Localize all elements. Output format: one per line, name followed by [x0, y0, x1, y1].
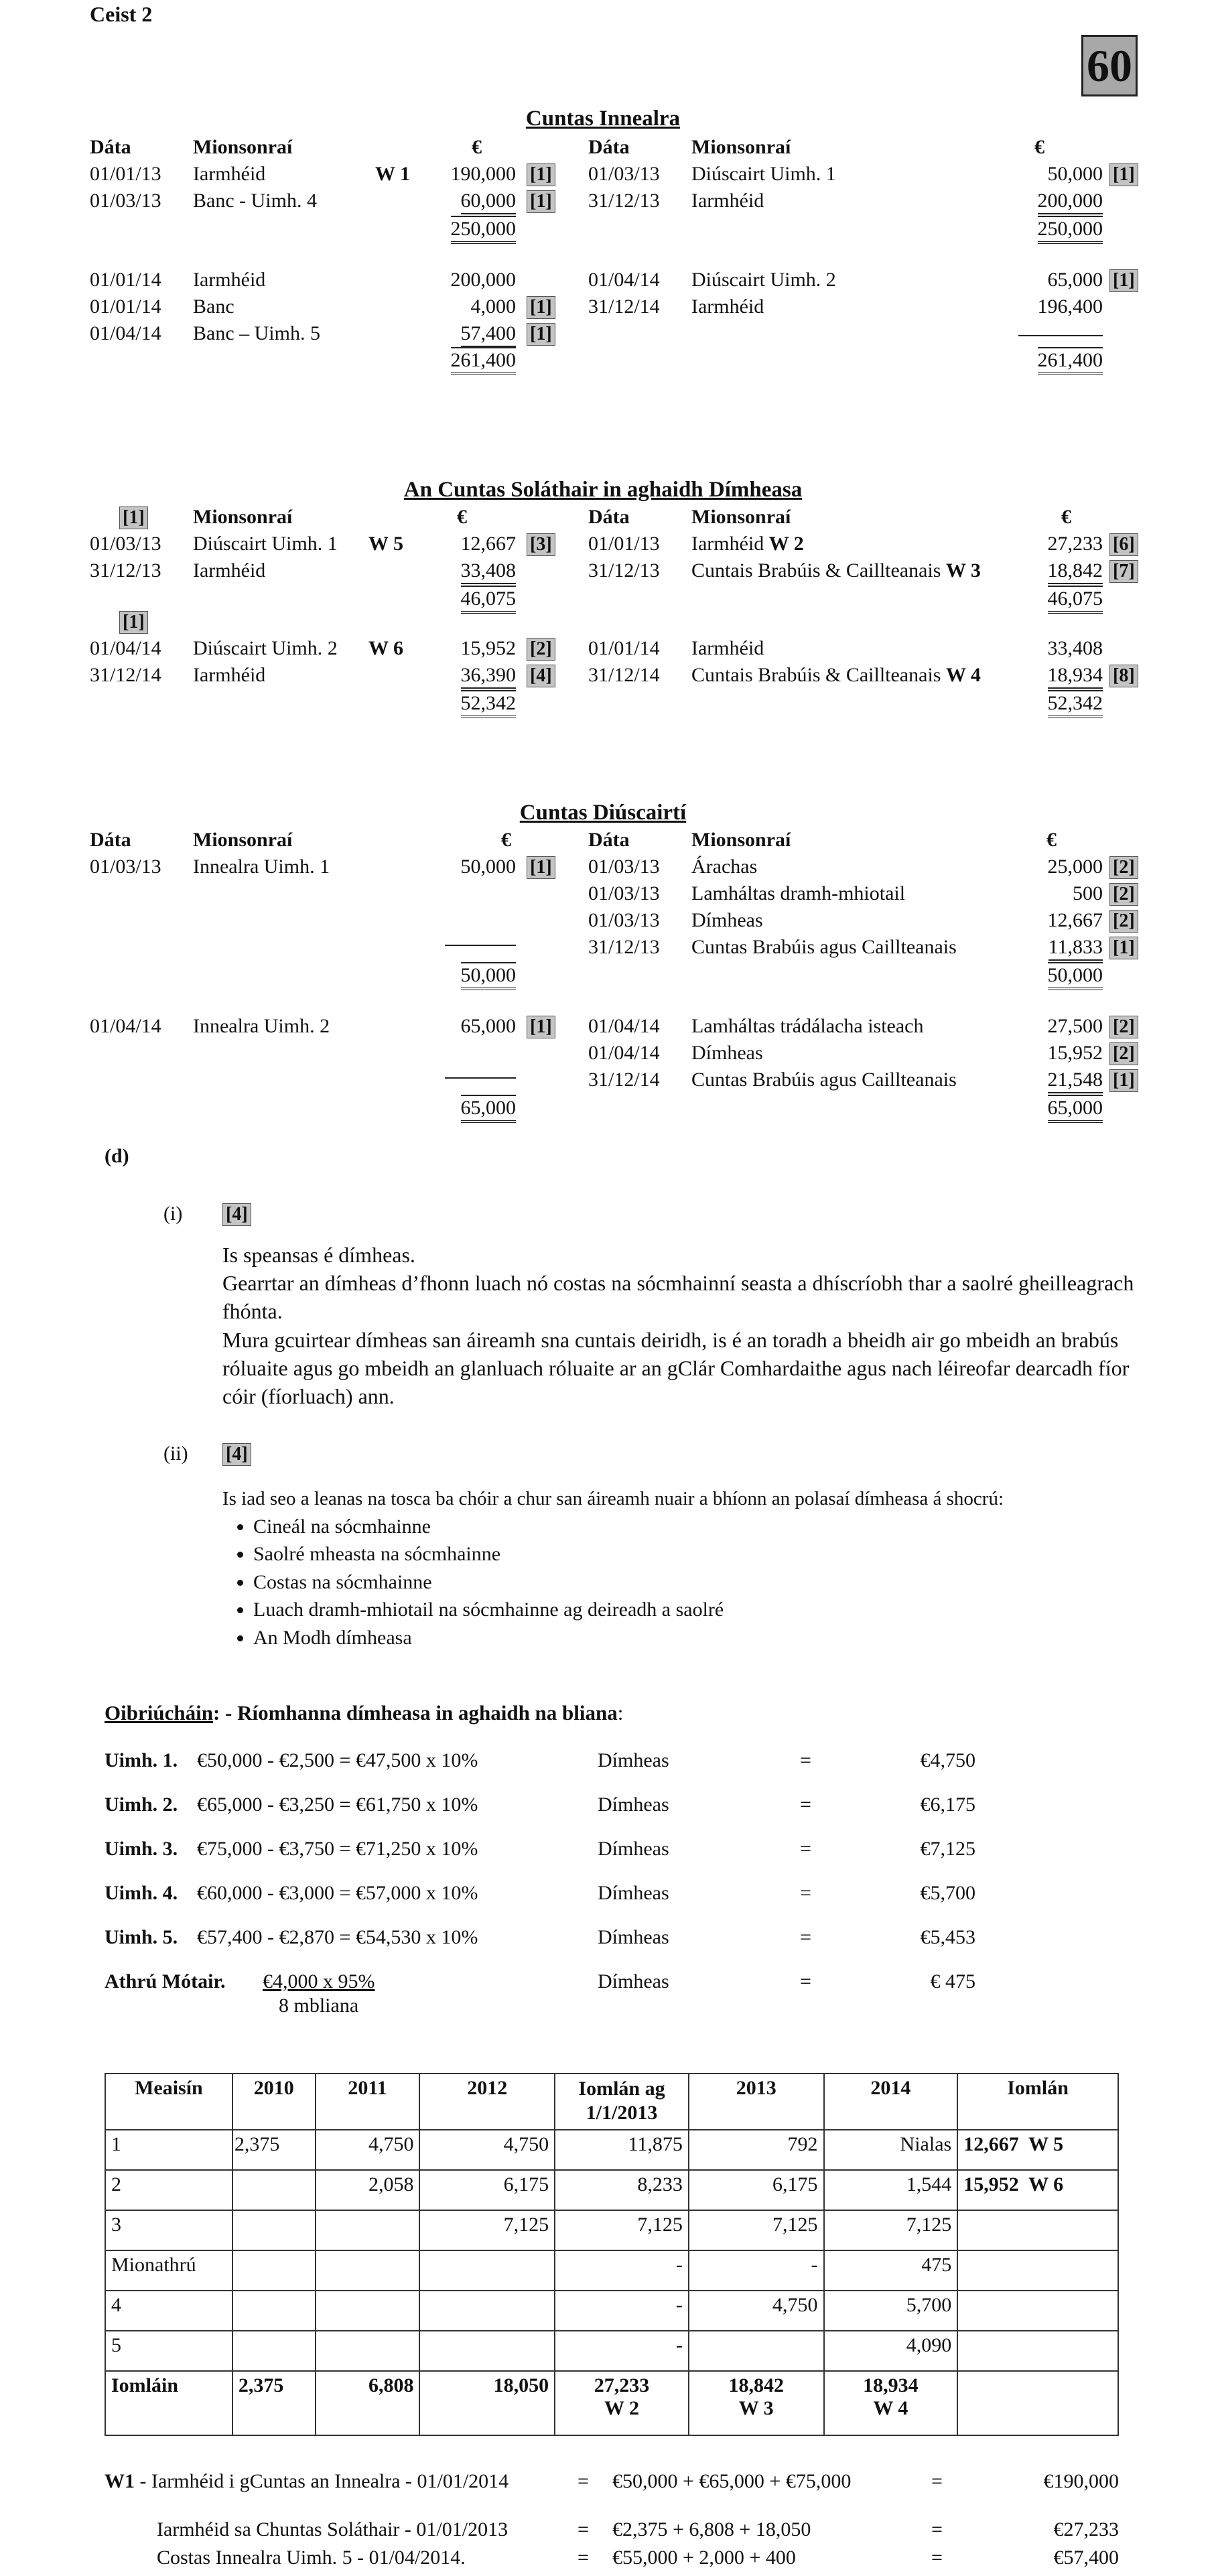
mark-badge: [4]: [527, 665, 555, 687]
working-label: Uimh. 1.: [105, 1749, 178, 1771]
motor-denominator: 8 mbliana: [279, 1994, 359, 2017]
mark-badge: [1]: [119, 611, 148, 634]
disposal-l1-date: 01/03/13: [90, 856, 161, 878]
provision-r3-details: Diúscairt Uimh. 2: [193, 637, 338, 659]
disposal-rr6-date: 01/04/14: [588, 1042, 660, 1064]
machinery-col-euro-2: €: [1034, 136, 1044, 158]
disposal-rr1-date: 01/03/13: [588, 856, 660, 878]
part-d-label: (d): [105, 1145, 129, 1167]
disposal-rr4-amount: 11,833: [1048, 935, 1103, 961]
provision-r4-working-ref-2: W 4: [945, 664, 981, 686]
working-calc: €75,000 - €3,750 = €71,250 x 10%: [197, 1838, 478, 1860]
workings-title: Oibriúcháin: [105, 1701, 213, 1724]
w1-value: €190,000: [1043, 2470, 1119, 2492]
w-line-2-text: Iarmhéid sa Chuntas Soláthair - 01/01/2013: [157, 2518, 509, 2540]
working-word: Dímheas: [598, 1882, 669, 1904]
machinery-r3-date: 01/01/14: [90, 269, 161, 291]
list-item: • An Modh dímheasa: [253, 1624, 724, 1651]
machinery-total-left: 250,000: [451, 216, 517, 244]
provision-r1-amount: 12,667: [460, 533, 516, 555]
disposal-rr4-date: 31/12/13: [588, 936, 660, 958]
table-header: 2011: [316, 2074, 420, 2130]
provision-r2-amount: 33,408: [461, 559, 517, 584]
motor-label: Athrú Mótair.: [105, 1970, 226, 1992]
part-d-i-p3: Mura gcuirtear dímheas san áireamh sna cuntais deiridh, is é an toradh a bheidh air go mbeidh an brabús róluaite agus go mbeidh an glanluach róluaite ar an gClár Comhardaithe agus nach léireofar dearcadh fíor cóir (fíorluach) ann.: [222, 1327, 1130, 1409]
disposal-col-euro: €: [501, 829, 511, 851]
table-cell: 12,667 W 5: [957, 2130, 1118, 2170]
disposal-title: Cuntas Diúscairtí: [519, 801, 687, 825]
table-cell: 2,375: [232, 2130, 316, 2170]
disposal-rr2-details: Lamháltas dramh-mhiotail: [691, 882, 906, 904]
working-word: Dímheas: [598, 1838, 669, 1860]
working-eq: =: [800, 1793, 811, 1816]
motor-value: € 475: [930, 1970, 975, 1992]
part-d-ii-label: (ii): [163, 1442, 188, 1465]
mark-badge: [2]: [1109, 1016, 1138, 1038]
machinery-r1-amount-2: 50,000: [1047, 163, 1103, 185]
table-cell: [957, 2331, 1118, 2371]
w1-eq2: =: [931, 2470, 943, 2492]
machinery-title: Cuntas Innealra: [525, 107, 681, 131]
disposal-col-date-2: Dáta: [588, 829, 630, 851]
w1-line: [105, 2469, 509, 2494]
disposal-rr3-details: Dímheas: [691, 909, 763, 931]
provision-r2-working-ref-2: W 3: [945, 559, 981, 582]
table-cell: -: [689, 2250, 824, 2291]
workings-subtitle: : - Ríomhanna dímheasa in aghaidh na bliana: [212, 1701, 618, 1724]
working-word: Dímheas: [598, 1749, 669, 1771]
table-cell: 4,750: [419, 2130, 555, 2170]
w-line-2-value: €27,233: [1053, 2518, 1119, 2540]
rule: [445, 945, 516, 946]
working-eq: =: [800, 1882, 811, 1904]
table-cell: 7,125: [689, 2210, 824, 2250]
table-cell: 2,375: [232, 2371, 316, 2435]
provision-r1-working-ref-2: W 2: [768, 533, 804, 555]
w-line-2-eq2: =: [931, 2518, 943, 2540]
w1-label: W1: [105, 2470, 135, 2492]
rule: [1018, 335, 1103, 336]
provision-r2-details-2-text: Cuntais Brabúis & Caillteanais: [691, 559, 941, 582]
score-box: 60: [1081, 35, 1138, 96]
provision-col-date: Dáta: [588, 506, 630, 528]
machinery-r1-details: Iarmhéid: [193, 163, 266, 185]
disposal-l1-details: Innealra Uimh. 1: [193, 856, 330, 878]
total-value: 18,934: [863, 2374, 919, 2396]
machinery-r1-amount: 190,000: [450, 163, 516, 185]
machinery-r4-date-2: 31/12/14: [588, 295, 660, 318]
table-cell: [232, 2291, 316, 2331]
working-word: Dímheas: [598, 1793, 669, 1816]
table-cell: [316, 2291, 420, 2331]
mark-badge: [1]: [1109, 269, 1138, 292]
machinery-r2-details: Banc - Uimh. 4: [193, 190, 317, 212]
w-line-3-text: Costas Innealra Uimh. 5 - 01/04/2014.: [157, 2547, 466, 2569]
provision-r3-details-2: Iarmhéid: [691, 637, 764, 659]
table-cell: [316, 2210, 420, 2250]
provision-r4-details-2-text: Cuntais Brabúis & Caillteanais: [691, 664, 941, 686]
table-cell: [419, 2331, 555, 2371]
provision-r4-date-2: 31/12/14: [588, 664, 660, 686]
w1-text: - Iarmhéid i gCuntas an Innealra - 01/01/2014: [135, 2470, 509, 2492]
working-calc: €57,400 - €2,870 = €54,530 x 10%: [197, 1926, 478, 1948]
table-cell: 1,544: [824, 2170, 958, 2210]
table-row: [105, 2210, 1118, 2250]
machinery-r2-date-2: 31/12/13: [588, 190, 660, 212]
mark-badge: [1]: [527, 1016, 555, 1038]
working-label: Uimh. 3.: [105, 1838, 178, 1860]
machinery-r1-date-2: 01/03/13: [588, 163, 660, 185]
table-cell: -: [555, 2250, 689, 2291]
disposal-rr7-date: 31/12/14: [588, 1069, 660, 1091]
mark-badge: [4]: [222, 1443, 251, 1466]
disposal-rr3-date: 01/03/13: [588, 909, 660, 931]
total-working-ref: W 3: [738, 2397, 774, 2419]
table-cell: -: [555, 2291, 689, 2331]
table-header-row: [105, 2074, 1118, 2130]
provision-r4-amount-2: 18,934: [1048, 663, 1103, 689]
machinery-total-right: 250,000: [1038, 216, 1103, 244]
mark-badge: [2]: [527, 638, 555, 661]
working-eq: =: [800, 1749, 811, 1771]
provision-total-left: 46,075: [461, 586, 517, 614]
table-cell: 11,875: [555, 2130, 689, 2170]
disposal-total-right: 50,000: [1048, 962, 1103, 990]
table-cell: 4,090: [824, 2331, 958, 2371]
working-value: €4,750: [920, 1749, 975, 1771]
disposal-total-left-2: 65,000: [461, 1095, 517, 1123]
rule: [445, 1077, 516, 1079]
table-totals-row: [105, 2371, 1118, 2435]
w1-eq: =: [578, 2470, 589, 2492]
disposal-rr1-amount: 25,000: [1047, 856, 1103, 878]
depreciation-table: [105, 2073, 1119, 2436]
mark-badge: [1]: [1109, 1069, 1138, 1092]
mark-badge: [6]: [1109, 533, 1138, 556]
table-cell: 792: [689, 2130, 824, 2170]
part-d-i-answer: [222, 1241, 1140, 1410]
part-d-i-label: (i): [163, 1203, 183, 1225]
table-cell: Nialas: [824, 2130, 958, 2170]
w-line-3-eq: =: [578, 2547, 589, 2569]
table-cell: 7,125: [555, 2210, 689, 2250]
provision-r3-amount-2: 33,408: [1047, 637, 1103, 659]
disposal-rr6-details: Dímheas: [691, 1042, 763, 1064]
provision-title: An Cuntas Soláthair in aghaidh Dímheasa: [403, 478, 803, 502]
list-item: • Luach dramh-mhiotail na sócmhainne ag deireadh a saolré: [253, 1596, 724, 1623]
working-label: Uimh. 5.: [105, 1926, 178, 1948]
table-cell: -: [555, 2331, 689, 2371]
machinery-col-details-2: Mionsonraí: [691, 136, 791, 158]
machinery-r3-details-2: Diúscairt Uimh. 2: [691, 269, 836, 291]
table-cell: [232, 2250, 316, 2291]
table-cell: 6,808: [316, 2371, 420, 2435]
disposal-rr7-amount: 21,548: [1048, 1068, 1103, 1093]
machinery-r2-date: 01/03/13: [90, 190, 161, 212]
table-cell: 2: [105, 2170, 232, 2210]
total-working-ref: W 4: [873, 2397, 908, 2419]
provision-r2-date-2: 31/12/13: [588, 559, 660, 582]
motor-eq: =: [800, 1970, 811, 1992]
table-cell: [316, 2250, 420, 2291]
table-header: Meaisín: [105, 2074, 232, 2130]
table-header: Iomlán ag 1/1/2013: [555, 2074, 689, 2130]
w-line-3-value: €57,400: [1053, 2547, 1119, 2569]
mark-badge: [2]: [1109, 883, 1138, 906]
disposal-l2-details: Innealra Uimh. 2: [193, 1015, 330, 1037]
machinery-col-date: Dáta: [90, 136, 131, 158]
working-value: €7,125: [920, 1838, 975, 1860]
part-d-i-p2: Gearrtar an dímheas d’fhonn luach nó costas na sócmhainní seasta a dhíscríobh thar a saolré gheilleagrach fhónta.: [222, 1271, 1134, 1324]
machinery-r2-amount: 60,000: [461, 189, 517, 214]
mark-badge: [7]: [1109, 560, 1138, 583]
table-header: Iomlán: [957, 2074, 1118, 2130]
disposal-rr5-amount: 27,500: [1047, 1015, 1103, 1037]
disposal-col-details-2: Mionsonraí: [691, 829, 791, 851]
provision-r3-amount: 15,952: [460, 637, 516, 659]
machinery-r3-date-2: 01/04/14: [588, 269, 660, 291]
provision-r1-working-ref: W 5: [368, 533, 403, 555]
w-line-3-calc: €55,000 + 2,000 + 400: [612, 2547, 796, 2569]
table-cell: 4,750: [316, 2130, 420, 2170]
mark-badge: [1]: [1109, 937, 1138, 959]
mark-badge: [1]: [527, 190, 555, 213]
w1-calc: €50,000 + €65,000 + €75,000: [612, 2470, 852, 2492]
table-cell: [232, 2331, 316, 2371]
table-cell: 2,058: [316, 2170, 420, 2210]
table-cell: 7,125: [824, 2210, 958, 2250]
mark-badge: [1]: [527, 296, 555, 319]
table-cell: [232, 2170, 316, 2210]
mark-badge: [1]: [527, 323, 555, 346]
provision-r3-date: 01/04/14: [90, 637, 161, 659]
table-row: [105, 2130, 1118, 2170]
table-cell: 15,952 W 6: [957, 2170, 1118, 2210]
machinery-r4-date: 01/01/14: [90, 295, 161, 318]
motor-numerator: €4,000 x 95%: [263, 1970, 375, 1992]
provision-col-details-2: Mionsonraí: [691, 506, 791, 528]
disposal-rr7-details: Cuntas Brabúis agus Caillteanais: [691, 1069, 957, 1091]
factor-list: [222, 1513, 724, 1651]
provision-r2-date: 31/12/13: [90, 559, 161, 582]
w-line-2-calc: €2,375 + 6,808 + 18,050: [612, 2518, 811, 2540]
workings-colon: :: [617, 1701, 624, 1724]
table-cell: 3: [105, 2210, 232, 2250]
machinery-r1-date: 01/01/13: [90, 163, 161, 185]
provision-total-right: 46,075: [1048, 586, 1103, 614]
working-label: Uimh. 2.: [105, 1793, 178, 1816]
table-cell: [419, 2291, 555, 2331]
working-word: Dímheas: [598, 1926, 669, 1948]
machinery-col-euro: €: [472, 136, 482, 158]
machinery-r1-details-2: Diúscairt Uimh. 1: [691, 163, 836, 185]
machinery-total-left-2: 261,400: [451, 347, 517, 375]
working-calc: €50,000 - €2,500 = €47,500 x 10%: [197, 1749, 478, 1771]
machinery-r5-details: Banc – Uimh. 5: [193, 322, 320, 344]
machinery-r5-amount: 57,400: [461, 322, 517, 347]
total-working-ref: W 2: [604, 2397, 639, 2419]
provision-r3-working-ref: W 6: [368, 637, 403, 659]
table-cell: 5,700: [824, 2291, 958, 2331]
provision-r1-date-2: 01/01/13: [588, 533, 660, 555]
part-d-ii-intro: Is iad seo a leanas na tosca ba chóir a chur san áireamh nuair a bhíonn an polasaí dímheasa á shocrú:: [222, 1488, 1004, 1509]
table-cell: 7,125: [419, 2210, 555, 2250]
table-cell: [419, 2250, 555, 2291]
motor-word: Dímheas: [598, 1970, 669, 1992]
table-cell: 1: [105, 2130, 232, 2170]
workings-heading: [105, 1700, 623, 1725]
machinery-r2-details-2: Iarmhéid: [691, 190, 764, 212]
working-calc: €65,000 - €3,250 = €61,750 x 10%: [197, 1793, 478, 1816]
table-cell: 6,175: [689, 2170, 824, 2210]
table-row: [105, 2250, 1118, 2291]
disposal-l2-date: 01/04/14: [90, 1015, 161, 1037]
machinery-r4-amount-2: 196,400: [1037, 295, 1103, 318]
table-cell: Iomláin: [105, 2371, 232, 2435]
machinery-r4-details: Banc: [193, 295, 234, 318]
provision-col-details: Mionsonraí: [193, 506, 293, 528]
provision-total-left-2: 52,342: [461, 690, 517, 718]
table-cell: [824, 2371, 958, 2435]
mark-badge: [2]: [1109, 1042, 1138, 1065]
provision-r1-amount-2: 27,233: [1047, 533, 1103, 555]
disposal-rr5-date: 01/04/14: [588, 1015, 660, 1037]
disposal-total-right-2: 65,000: [1048, 1095, 1103, 1123]
table-cell: [957, 2250, 1118, 2291]
provision-r4-details-2: [691, 663, 981, 687]
table-cell: Mionathrú: [105, 2250, 232, 2291]
table-cell: [316, 2331, 420, 2371]
table-cell: [957, 2291, 1118, 2331]
provision-r2-amount-2: 18,842: [1048, 559, 1103, 584]
mark-badge: [8]: [1109, 665, 1138, 687]
table-cell: 18,050: [419, 2371, 555, 2435]
mark-badge: [4]: [222, 1203, 251, 1226]
provision-r2-details-2: [691, 559, 981, 583]
table-row: [105, 2331, 1118, 2371]
mark-badge: [1]: [527, 163, 555, 186]
part-d-i-p1: Is speansas é dímheas.: [222, 1243, 415, 1267]
provision-r1-details: Diúscairt Uimh. 1: [193, 533, 338, 555]
machinery-r3-amount-2: 65,000: [1047, 269, 1103, 291]
disposal-rr1-details: Árachas: [691, 856, 758, 878]
table-cell: [689, 2331, 824, 2371]
table-cell: 5: [105, 2331, 232, 2371]
disposal-rr2-date: 01/03/13: [588, 882, 660, 904]
table-row: [105, 2291, 1118, 2331]
provision-col-euro-2: €: [1061, 506, 1071, 528]
provision-total-right-2: 52,342: [1048, 690, 1103, 718]
list-item: • Cineál na sócmhainne: [253, 1513, 724, 1540]
w-line-3-eq2: =: [931, 2547, 943, 2569]
provision-r1-details-2: [691, 532, 804, 556]
disposal-rr4-details: Cuntas Brabúis agus Caillteanais: [691, 936, 957, 958]
table-header: 2012: [419, 2074, 555, 2130]
machinery-col-details: Mionsonraí: [193, 136, 293, 158]
table-cell: [957, 2210, 1118, 2250]
disposal-col-date: Dáta: [90, 829, 131, 851]
disposal-l2-amount: 65,000: [460, 1015, 516, 1037]
machinery-r3-details: Iarmhéid: [193, 269, 266, 291]
w-line-2-eq: =: [578, 2518, 589, 2540]
list-item: • Saolré mheasta na sócmhainne: [253, 1540, 724, 1568]
disposal-col-euro-2: €: [1046, 829, 1057, 851]
working-value: €5,700: [920, 1882, 975, 1904]
machinery-col-date-2: Dáta: [588, 136, 630, 158]
working-calc: €60,000 - €3,000 = €57,000 x 10%: [197, 1882, 478, 1904]
working-eq: =: [800, 1926, 811, 1948]
disposal-rr2-amount: 500: [1073, 882, 1103, 904]
provision-r4-details: Iarmhéid: [193, 664, 266, 686]
mark-badge: [1]: [1109, 163, 1138, 186]
provision-r4-date: 31/12/14: [90, 664, 161, 686]
table-cell: 475: [824, 2250, 958, 2291]
working-label: Uimh. 4.: [105, 1882, 178, 1904]
disposal-l1-amount: 50,000: [460, 856, 516, 878]
provision-r1-date: 01/03/13: [90, 533, 161, 555]
machinery-r3-amount: 200,000: [450, 269, 516, 291]
provision-r1-details-2-text: Iarmhéid: [691, 533, 764, 555]
mark-badge: [2]: [1109, 910, 1138, 933]
working-value: €5,453: [920, 1926, 975, 1948]
working-value: €6,175: [920, 1793, 975, 1816]
table-cell: 4: [105, 2291, 232, 2331]
table-cell: 4,750: [689, 2291, 824, 2331]
mark-badge: [1]: [527, 856, 555, 879]
mark-badge: [3]: [527, 533, 555, 556]
provision-col-euro: €: [457, 506, 467, 528]
disposal-rr3-amount: 12,667: [1047, 909, 1103, 931]
mark-badge: [2]: [1109, 856, 1138, 879]
machinery-r2-amount-2: 200,000: [1038, 189, 1103, 214]
question-heading: Ceist 2: [90, 2, 153, 26]
table-row: [105, 2170, 1118, 2210]
table-cell: 6,175: [419, 2170, 555, 2210]
disposal-rr5-details: Lamháltas trádálacha isteach: [691, 1015, 924, 1037]
mark-badge: [1]: [119, 506, 148, 529]
disposal-col-details: Mionsonraí: [193, 829, 293, 851]
table-cell: [957, 2371, 1118, 2435]
provision-r3-date-2: 01/01/14: [588, 637, 660, 659]
disposal-total-left: 50,000: [461, 962, 517, 990]
table-header: 2014: [824, 2074, 958, 2130]
provision-r2-details: Iarmhéid: [193, 559, 266, 582]
machinery-r1-working-ref: W 1: [375, 163, 410, 185]
table-cell: 8,233: [555, 2170, 689, 2210]
total-value: 27,233: [594, 2374, 650, 2396]
total-value: 18,842: [728, 2374, 784, 2396]
table-cell: [689, 2371, 824, 2435]
machinery-r5-date: 01/04/14: [90, 322, 161, 344]
machinery-r4-details-2: Iarmhéid: [691, 295, 764, 318]
list-item: • Costas na sócmhainne: [253, 1568, 724, 1596]
machinery-total-right-2: 261,400: [1038, 347, 1103, 375]
table-header: 2013: [689, 2074, 824, 2130]
table-cell: [232, 2210, 316, 2250]
disposal-rr6-amount: 15,952: [1047, 1042, 1103, 1064]
provision-r4-amount: 36,390: [461, 663, 517, 689]
table-header: 2010: [232, 2074, 316, 2130]
machinery-r4-amount: 4,000: [470, 295, 516, 318]
working-eq: =: [800, 1838, 811, 1860]
table-cell: [555, 2371, 689, 2435]
